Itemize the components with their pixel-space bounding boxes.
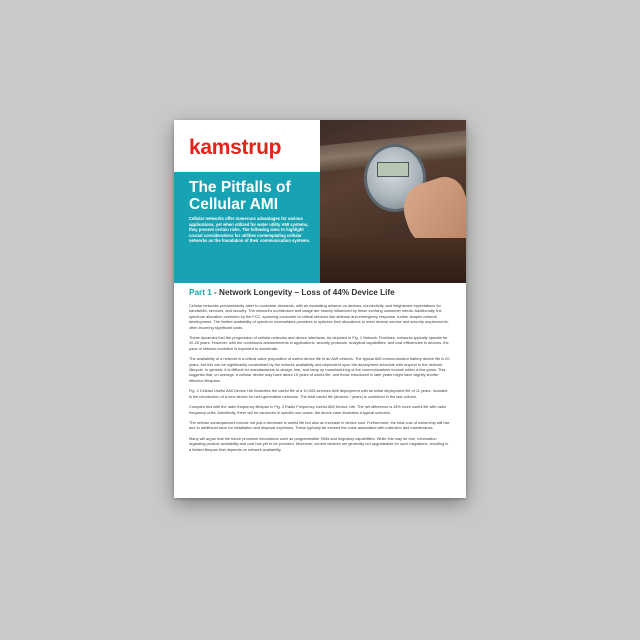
title-panel: [174, 172, 320, 283]
section-heading: [189, 288, 451, 297]
water-meter-photo: [320, 120, 466, 283]
document-title: The Pitfalls of Cellular AMI: [189, 179, 291, 213]
paragraph: The availability of a network is a critical value proposition of useful device life in an AMI network. The typical AMI communication battery device life is 20 years, but this can be significantly constrained by the network availability and dependent upon the deployment schedule with respect to the network lifecycle. In general, it is difficult for manufacturers to design, test, and ramp up manufacturing of the communications module within a few years. This suggests that, on average, a cellular device may have about 15 years of useful life, and those introduced in later years might have slightly shorter effective lifespans.: [189, 356, 450, 383]
paragraph: Cellular networks predominantly cater to consumer demands, with an escalating reliance on devices, connectivity, and heightened expectations for bandwidth, services, and security. The network's architecture and usage are heavily influenced by these evolving consumer needs. Additionally, the spectrum allocation overseen by the FCC, spanning consumer to critical services like defense and emergency response, further shapes network development. The limited availability of spectrum necessitates providers to optimize their allocations to meet diverse service and security requirements, often incurring significant costs.: [189, 303, 449, 330]
paragraph: Fig. 2 Cellular Useful AMI Device Life illustrates the useful life of a 10,000-services AMI deployment with an initial deployment life of 11 years. Included is the introduction of a new device for next-generation networks. The total useful life (devices * years) is combined in the last column.: [189, 388, 448, 399]
logo-area: [174, 120, 320, 172]
paragraph: Compare this with the radio frequency lifespan in Fig. 3 Radio Frequency Useful AMI Device Life. The net difference is 44% more useful life with radio frequency units. Admittedly, there will be variances in specific use cases; the above case illustrates a typical scenario.: [189, 404, 447, 415]
paragraph: The cellular consequences include not just a decrease in useful life but also an increase in device cost. Furthermore, the total cost of ownership will rise due to additional labor for installation and disposal expenses. These typically far exceed the costs associated with collection and maintenance.: [189, 419, 450, 431]
intro-text: Cellular networks offer numerous advantages for various applications, yet when utilized for water utility AMI systems, they present certain risks. The following aims to highlight crucial considerations for utilities contemplating cellular networks as the foundation of their communication systems.: [189, 216, 310, 244]
paragraph: Many will argue that the future promises innovations such as programmable SIMs and migratory capabilities. While this may be true, information regarding product availability and cost has yet to be provided. Moreover, current devices are generally not upgradeable for such migrations, resulting in a limited lifespan that depends on network availability.: [189, 435, 449, 452]
main-content: [189, 288, 451, 457]
section-heading-text: - Network Longevity – Loss of 44% Device Life: [211, 288, 395, 297]
meter-display-shape: [377, 162, 409, 177]
part-label: Part 1: [189, 288, 212, 297]
paragraph: These dynamics fuel the progression of cellular networks and device interfaces. As depicted in Fig. 1 Network Timelines, networks typically operate for 20-25 years. However, with the continuous advancements in applications, security protocols, analytical capabilities, and cost efficiencies in devices, the pace of network evolution is expected to accelerate.: [189, 335, 449, 351]
soil-shape: [320, 238, 466, 283]
kamstrup-logo: kamstrup: [189, 136, 282, 159]
document-page: [174, 120, 466, 498]
